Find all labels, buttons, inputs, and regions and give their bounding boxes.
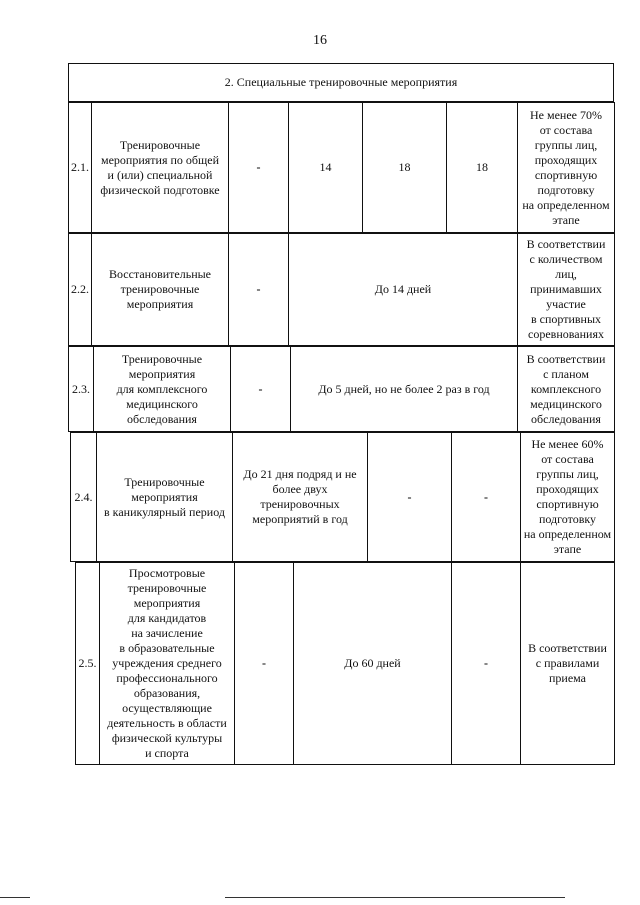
condition-cell: В соответствии с количеством лиц, принимавших участие в спортивных соревнованиях [518, 234, 615, 346]
condition-cell: Не менее 60% от состава группы лиц, проходящих спортивную подготовку на определенном этапе [521, 433, 615, 562]
value-cell: 18 [363, 103, 447, 233]
value-cell: - [229, 103, 289, 233]
row-number: 2.3. [69, 347, 94, 432]
condition-cell: В соответствии с планом комплексного медицинского обследования [518, 347, 615, 432]
activity-name: Просмотровые тренировочные мероприятия для кандидатов на зачисление в образовательные учреждения среднего профессионального образования, осуществляющие деятельность в области физической культуры и спорта [100, 563, 235, 765]
row-number: 2.1. [69, 103, 92, 233]
row-number: 2.4. [71, 433, 97, 562]
table-row-2-1 [68, 102, 615, 233]
row-number: 2.5. [76, 563, 100, 765]
value-cell: - [231, 347, 291, 432]
value-cell: - [452, 433, 521, 562]
activity-name: Тренировочные мероприятия для комплексного медицинского обследования [94, 347, 231, 432]
table-row-2-2 [68, 233, 615, 346]
condition-cell: В соответствии с правилами приема [521, 563, 615, 765]
activity-name: Восстановительные тренировочные мероприятия [92, 234, 229, 346]
merged-value-cell: До 14 дней [289, 234, 518, 346]
value-cell: 18 [447, 103, 518, 233]
activity-name: Тренировочные мероприятия по общей и (или) специальной физической подготовке [92, 103, 229, 233]
page-number: 16 [313, 33, 327, 48]
condition-cell: Не менее 70% от состава группы лиц, проходящих спортивную подготовку на определенном этапе [518, 103, 615, 233]
activity-name: Тренировочные мероприятия в каникулярный период [97, 433, 233, 562]
value-cell: - [368, 433, 452, 562]
table-row-2-3 [68, 346, 615, 432]
value-cell: - [452, 563, 521, 765]
merged-value-cell: До 21 дня подряд и не более двух тренировочных мероприятий в год [233, 433, 368, 562]
value-cell: - [235, 563, 294, 765]
table-row-2-4 [70, 432, 615, 562]
merged-value-cell: До 60 дней [294, 563, 452, 765]
merged-value-cell: До 5 дней, но не более 2 раз в год [291, 347, 518, 432]
value-cell: - [229, 234, 289, 346]
section-title: 2. Специальные тренировочные мероприятия [224, 75, 458, 89]
table-row-2-5 [75, 562, 615, 765]
section-header [68, 63, 614, 102]
value-cell: 14 [289, 103, 363, 233]
row-number: 2.2. [69, 234, 92, 346]
